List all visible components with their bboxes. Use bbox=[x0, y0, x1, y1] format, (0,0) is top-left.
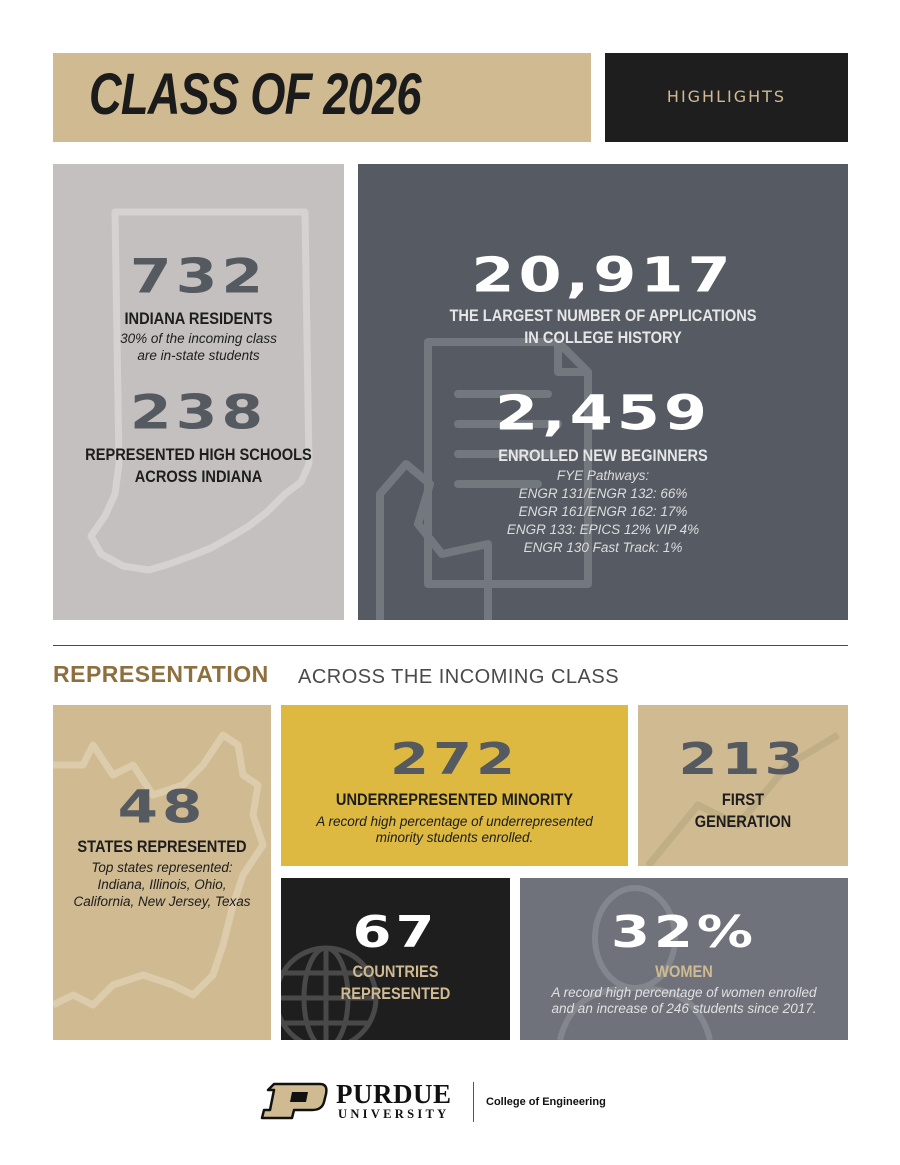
residents-number: 732 bbox=[129, 249, 268, 305]
growth-arrow-icon bbox=[638, 705, 848, 866]
first-gen-number: 213 bbox=[678, 734, 808, 785]
minority-sub: A record high percentage of underrepresented bbox=[316, 814, 593, 829]
applications-number: 20,917 bbox=[471, 246, 735, 303]
countries-number: 67 bbox=[352, 907, 439, 958]
minority-number: 272 bbox=[390, 734, 519, 785]
representation-title: REPRESENTATION bbox=[53, 661, 269, 687]
schools-label-1: REPRESENTED HIGH SCHOOLS bbox=[85, 445, 312, 464]
applications-panel bbox=[358, 164, 848, 620]
states-sub: California, New Jersey, Texas bbox=[73, 894, 251, 909]
pathway-line: ENGR 130 Fast Track: 1% bbox=[523, 540, 683, 555]
schools-number: 238 bbox=[129, 385, 268, 441]
highlights-label: HIGHLIGHTS bbox=[666, 87, 787, 106]
university-wordmark: UNIVERSITY bbox=[338, 1107, 450, 1121]
women-sub: A record high percentage of women enrolled bbox=[551, 985, 817, 1000]
highlights-badge bbox=[605, 53, 848, 142]
states-card bbox=[53, 705, 271, 1040]
enrolled-number: 2,459 bbox=[494, 384, 712, 441]
countries-label-2: REPRESENTED bbox=[340, 984, 451, 1003]
purdue-p-logo bbox=[260, 1082, 330, 1120]
indiana-panel bbox=[53, 164, 344, 620]
first-gen-label-1: FIRST bbox=[721, 790, 765, 809]
title-band bbox=[53, 53, 591, 142]
pathway-line: FYE Pathways: bbox=[556, 468, 650, 483]
representation-subtitle: ACROSS THE INCOMING CLASS bbox=[298, 666, 620, 688]
residents-sub-2: are in-state students bbox=[137, 348, 260, 363]
applications-label-2: IN COLLEGE HISTORY bbox=[524, 328, 682, 347]
states-sub: Top states represented: bbox=[91, 860, 233, 875]
first-gen-card bbox=[638, 705, 848, 866]
minority-label: UNDERREPRESENTED MINORITY bbox=[335, 790, 574, 809]
residents-sub-1: 30% of the incoming class bbox=[120, 331, 277, 346]
minority-sub: minority students enrolled. bbox=[375, 830, 534, 845]
women-sub: and an increase of 246 students since 2017. bbox=[551, 1001, 817, 1016]
schools-label-2: ACROSS INDIANA bbox=[134, 467, 263, 486]
women-card bbox=[520, 878, 848, 1040]
women-label: WOMEN bbox=[655, 962, 713, 981]
countries-label-1: COUNTRIES bbox=[352, 962, 439, 981]
page-title: CLASS OF 2026 bbox=[89, 62, 421, 127]
pathway-line: ENGR 133: EPICS 12% VIP 4% bbox=[506, 522, 700, 537]
enrolled-label: ENROLLED NEW BEGINNERS bbox=[498, 446, 708, 465]
women-number: 32% bbox=[610, 907, 758, 958]
purdue-wordmark: PURDUE bbox=[336, 1079, 452, 1109]
globe-icon bbox=[281, 878, 510, 1040]
first-gen-label-2: GENERATION bbox=[694, 812, 792, 831]
minority-card bbox=[281, 705, 628, 866]
residents-label: INDIANA RESIDENTS bbox=[124, 309, 273, 328]
pathway-line: ENGR 131/ENGR 132: 66% bbox=[518, 486, 688, 501]
college-name: College of Engineering bbox=[486, 1096, 606, 1108]
countries-card bbox=[281, 878, 510, 1040]
section-divider bbox=[53, 645, 848, 646]
states-label: STATES REPRESENTED bbox=[77, 837, 247, 856]
states-number: 48 bbox=[117, 780, 207, 834]
pathway-line: ENGR 161/ENGR 162: 17% bbox=[518, 504, 688, 519]
states-sub: Indiana, Illinois, Ohio, bbox=[97, 877, 227, 892]
footer-separator bbox=[473, 1082, 474, 1122]
applications-label-1: THE LARGEST NUMBER OF APPLICATIONS bbox=[449, 306, 757, 325]
